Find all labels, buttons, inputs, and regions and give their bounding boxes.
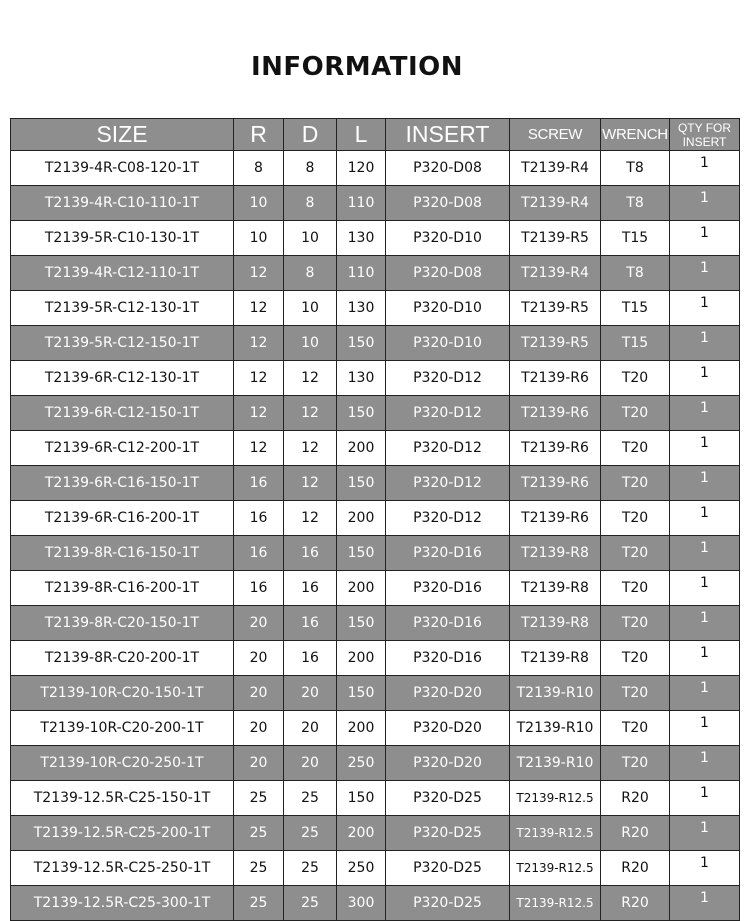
cell-screw: T2139-R5 <box>510 291 601 326</box>
cell-qty: 1 <box>670 676 740 711</box>
cell-r: 25 <box>234 816 284 851</box>
cell-l: 150 <box>337 536 386 571</box>
table-row <box>11 431 740 466</box>
cell-size: T2139-8R-C20-200-1T <box>11 641 234 676</box>
cell-wrench: T15 <box>601 221 670 256</box>
cell-insert: P320-D08 <box>386 151 510 186</box>
cell-d: 25 <box>284 851 337 886</box>
cell-screw: T2139-R6 <box>510 361 601 396</box>
cell-wrench: T20 <box>601 361 670 396</box>
cell-size: T2139-10R-C20-200-1T <box>11 711 234 746</box>
cell-insert: P320-D25 <box>386 851 510 886</box>
cell-l: 300 <box>337 886 386 921</box>
cell-insert: P320-D25 <box>386 781 510 816</box>
cell-screw: T2139-R12.5 <box>510 886 601 921</box>
cell-r: 12 <box>234 291 284 326</box>
cell-wrench: R20 <box>601 816 670 851</box>
cell-d: 10 <box>284 291 337 326</box>
header-row <box>11 119 740 151</box>
col-header-insert: INSERT <box>386 119 510 151</box>
cell-r: 20 <box>234 641 284 676</box>
table-row <box>11 606 740 641</box>
cell-r: 12 <box>234 396 284 431</box>
cell-insert: P320-D16 <box>386 641 510 676</box>
cell-wrench: T8 <box>601 256 670 291</box>
col-header-r: R <box>234 119 284 151</box>
cell-wrench: T20 <box>601 536 670 571</box>
cell-insert: P320-D20 <box>386 676 510 711</box>
cell-qty: 1 <box>670 606 740 641</box>
cell-size: T2139-4R-C10-110-1T <box>11 186 234 221</box>
cell-wrench: R20 <box>601 886 670 921</box>
cell-l: 200 <box>337 571 386 606</box>
cell-l: 110 <box>337 186 386 221</box>
table-row <box>11 361 740 396</box>
cell-qty: 1 <box>670 256 740 291</box>
col-header-qty: QTY FOR INSERT <box>670 119 740 151</box>
cell-qty: 1 <box>670 746 740 781</box>
cell-size: T2139-10R-C20-250-1T <box>11 746 234 781</box>
cell-insert: P320-D10 <box>386 221 510 256</box>
cell-screw: T2139-R8 <box>510 641 601 676</box>
cell-insert: P320-D25 <box>386 816 510 851</box>
cell-size: T2139-8R-C16-200-1T <box>11 571 234 606</box>
table-row <box>11 396 740 431</box>
table-row <box>11 186 740 221</box>
cell-d: 16 <box>284 606 337 641</box>
cell-screw: T2139-R12.5 <box>510 781 601 816</box>
cell-size: T2139-12.5R-C25-200-1T <box>11 816 234 851</box>
cell-d: 8 <box>284 256 337 291</box>
table-row <box>11 851 740 886</box>
cell-size: T2139-8R-C16-150-1T <box>11 536 234 571</box>
cell-r: 10 <box>234 186 284 221</box>
table-row <box>11 781 740 816</box>
cell-r: 20 <box>234 746 284 781</box>
cell-d: 10 <box>284 326 337 361</box>
table-row <box>11 221 740 256</box>
cell-r: 16 <box>234 501 284 536</box>
cell-size: T2139-8R-C20-150-1T <box>11 606 234 641</box>
cell-r: 8 <box>234 151 284 186</box>
cell-size: T2139-5R-C10-130-1T <box>11 221 234 256</box>
cell-l: 120 <box>337 151 386 186</box>
cell-wrench: T15 <box>601 326 670 361</box>
cell-size: T2139-6R-C12-200-1T <box>11 431 234 466</box>
cell-l: 200 <box>337 816 386 851</box>
cell-qty: 1 <box>670 291 740 326</box>
cell-size: T2139-12.5R-C25-300-1T <box>11 886 234 921</box>
cell-l: 250 <box>337 851 386 886</box>
cell-wrench: T20 <box>601 676 670 711</box>
col-header-screw: SCREW <box>510 119 601 151</box>
cell-qty: 1 <box>670 186 740 221</box>
cell-d: 12 <box>284 396 337 431</box>
cell-screw: T2139-R6 <box>510 396 601 431</box>
table-row <box>11 676 740 711</box>
cell-d: 20 <box>284 676 337 711</box>
cell-d: 16 <box>284 536 337 571</box>
cell-r: 25 <box>234 781 284 816</box>
cell-r: 25 <box>234 851 284 886</box>
cell-insert: P320-D25 <box>386 886 510 921</box>
cell-size: T2139-12.5R-C25-150-1T <box>11 781 234 816</box>
cell-insert: P320-D12 <box>386 501 510 536</box>
cell-r: 20 <box>234 676 284 711</box>
cell-d: 16 <box>284 571 337 606</box>
cell-qty: 1 <box>670 221 740 256</box>
cell-r: 10 <box>234 221 284 256</box>
cell-size: T2139-6R-C16-150-1T <box>11 466 234 501</box>
cell-screw: T2139-R5 <box>510 221 601 256</box>
cell-qty: 1 <box>670 536 740 571</box>
cell-size: T2139-4R-C08-120-1T <box>11 151 234 186</box>
cell-qty: 1 <box>670 431 740 466</box>
cell-wrench: T20 <box>601 711 670 746</box>
cell-l: 150 <box>337 781 386 816</box>
cell-qty: 1 <box>670 326 740 361</box>
cell-qty: 1 <box>670 816 740 851</box>
cell-r: 12 <box>234 326 284 361</box>
cell-l: 150 <box>337 396 386 431</box>
spec-table-body <box>11 151 740 921</box>
cell-screw: T2139-R6 <box>510 466 601 501</box>
cell-wrench: T20 <box>601 571 670 606</box>
col-header-l: L <box>337 119 386 151</box>
cell-screw: T2139-R4 <box>510 256 601 291</box>
cell-insert: P320-D08 <box>386 186 510 221</box>
cell-l: 150 <box>337 676 386 711</box>
cell-r: 20 <box>234 606 284 641</box>
cell-qty: 1 <box>670 361 740 396</box>
cell-insert: P320-D10 <box>386 291 510 326</box>
cell-d: 12 <box>284 501 337 536</box>
cell-screw: T2139-R4 <box>510 186 601 221</box>
cell-r: 12 <box>234 431 284 466</box>
cell-wrench: T20 <box>601 606 670 641</box>
cell-insert: P320-D16 <box>386 536 510 571</box>
cell-insert: P320-D12 <box>386 396 510 431</box>
cell-screw: T2139-R8 <box>510 536 601 571</box>
cell-insert: P320-D20 <box>386 711 510 746</box>
cell-l: 200 <box>337 641 386 676</box>
cell-screw: T2139-R5 <box>510 326 601 361</box>
table-row <box>11 746 740 781</box>
cell-wrench: T8 <box>601 186 670 221</box>
cell-r: 25 <box>234 886 284 921</box>
cell-l: 200 <box>337 501 386 536</box>
cell-l: 130 <box>337 221 386 256</box>
cell-r: 16 <box>234 571 284 606</box>
cell-qty: 1 <box>670 396 740 431</box>
cell-l: 150 <box>337 606 386 641</box>
table-row <box>11 151 740 186</box>
cell-size: T2139-6R-C12-150-1T <box>11 396 234 431</box>
cell-insert: P320-D16 <box>386 606 510 641</box>
cell-r: 12 <box>234 361 284 396</box>
cell-screw: T2139-R10 <box>510 746 601 781</box>
cell-d: 25 <box>284 816 337 851</box>
cell-wrench: R20 <box>601 781 670 816</box>
cell-r: 16 <box>234 536 284 571</box>
table-row <box>11 641 740 676</box>
table-row <box>11 501 740 536</box>
cell-insert: P320-D10 <box>386 326 510 361</box>
cell-wrench: T8 <box>601 151 670 186</box>
table-row <box>11 536 740 571</box>
cell-qty: 1 <box>670 781 740 816</box>
table-row <box>11 571 740 606</box>
cell-d: 25 <box>284 781 337 816</box>
cell-insert: P320-D20 <box>386 746 510 781</box>
table-row <box>11 816 740 851</box>
cell-size: T2139-6R-C16-200-1T <box>11 501 234 536</box>
table-row <box>11 256 740 291</box>
cell-screw: T2139-R8 <box>510 571 601 606</box>
cell-l: 110 <box>337 256 386 291</box>
table-row <box>11 326 740 361</box>
cell-screw: T2139-R12.5 <box>510 851 601 886</box>
cell-screw: T2139-R12.5 <box>510 816 601 851</box>
table-row <box>11 291 740 326</box>
cell-size: T2139-6R-C12-130-1T <box>11 361 234 396</box>
spec-table <box>10 118 740 921</box>
cell-d: 8 <box>284 151 337 186</box>
table-row <box>11 886 740 921</box>
cell-screw: T2139-R10 <box>510 676 601 711</box>
cell-d: 25 <box>284 886 337 921</box>
cell-qty: 1 <box>670 466 740 501</box>
cell-d: 16 <box>284 641 337 676</box>
cell-size: T2139-5R-C12-130-1T <box>11 291 234 326</box>
cell-wrench: T15 <box>601 291 670 326</box>
page-title: INFORMATION <box>250 52 464 82</box>
cell-wrench: T20 <box>601 501 670 536</box>
cell-d: 20 <box>284 711 337 746</box>
cell-screw: T2139-R4 <box>510 151 601 186</box>
cell-insert: P320-D12 <box>386 466 510 501</box>
cell-l: 250 <box>337 746 386 781</box>
col-header-wrench: WRENCH <box>601 119 670 151</box>
cell-d: 12 <box>284 361 337 396</box>
cell-size: T2139-4R-C12-110-1T <box>11 256 234 291</box>
cell-l: 200 <box>337 711 386 746</box>
col-header-d: D <box>284 119 337 151</box>
cell-screw: T2139-R6 <box>510 431 601 466</box>
cell-insert: P320-D12 <box>386 431 510 466</box>
cell-l: 200 <box>337 431 386 466</box>
cell-size: T2139-10R-C20-150-1T <box>11 676 234 711</box>
cell-wrench: T20 <box>601 431 670 466</box>
cell-d: 10 <box>284 221 337 256</box>
cell-insert: P320-D16 <box>386 571 510 606</box>
cell-l: 130 <box>337 291 386 326</box>
table-row <box>11 466 740 501</box>
cell-wrench: T20 <box>601 396 670 431</box>
cell-screw: T2139-R6 <box>510 501 601 536</box>
cell-wrench: T20 <box>601 746 670 781</box>
cell-qty: 1 <box>670 851 740 886</box>
cell-qty: 1 <box>670 151 740 186</box>
cell-r: 12 <box>234 256 284 291</box>
cell-qty: 1 <box>670 886 740 921</box>
cell-qty: 1 <box>670 641 740 676</box>
cell-qty: 1 <box>670 711 740 746</box>
cell-l: 130 <box>337 361 386 396</box>
table-row <box>11 711 740 746</box>
cell-size: T2139-12.5R-C25-250-1T <box>11 851 234 886</box>
cell-l: 150 <box>337 466 386 501</box>
cell-screw: T2139-R8 <box>510 606 601 641</box>
cell-insert: P320-D08 <box>386 256 510 291</box>
cell-wrench: R20 <box>601 851 670 886</box>
cell-d: 12 <box>284 431 337 466</box>
cell-size: T2139-5R-C12-150-1T <box>11 326 234 361</box>
cell-screw: T2139-R10 <box>510 711 601 746</box>
cell-d: 8 <box>284 186 337 221</box>
cell-wrench: T20 <box>601 466 670 501</box>
cell-qty: 1 <box>670 571 740 606</box>
cell-wrench: T20 <box>601 641 670 676</box>
cell-d: 12 <box>284 466 337 501</box>
cell-qty: 1 <box>670 501 740 536</box>
col-header-size: SIZE <box>11 119 234 151</box>
cell-d: 20 <box>284 746 337 781</box>
cell-r: 20 <box>234 711 284 746</box>
cell-r: 16 <box>234 466 284 501</box>
cell-l: 150 <box>337 326 386 361</box>
cell-insert: P320-D12 <box>386 361 510 396</box>
